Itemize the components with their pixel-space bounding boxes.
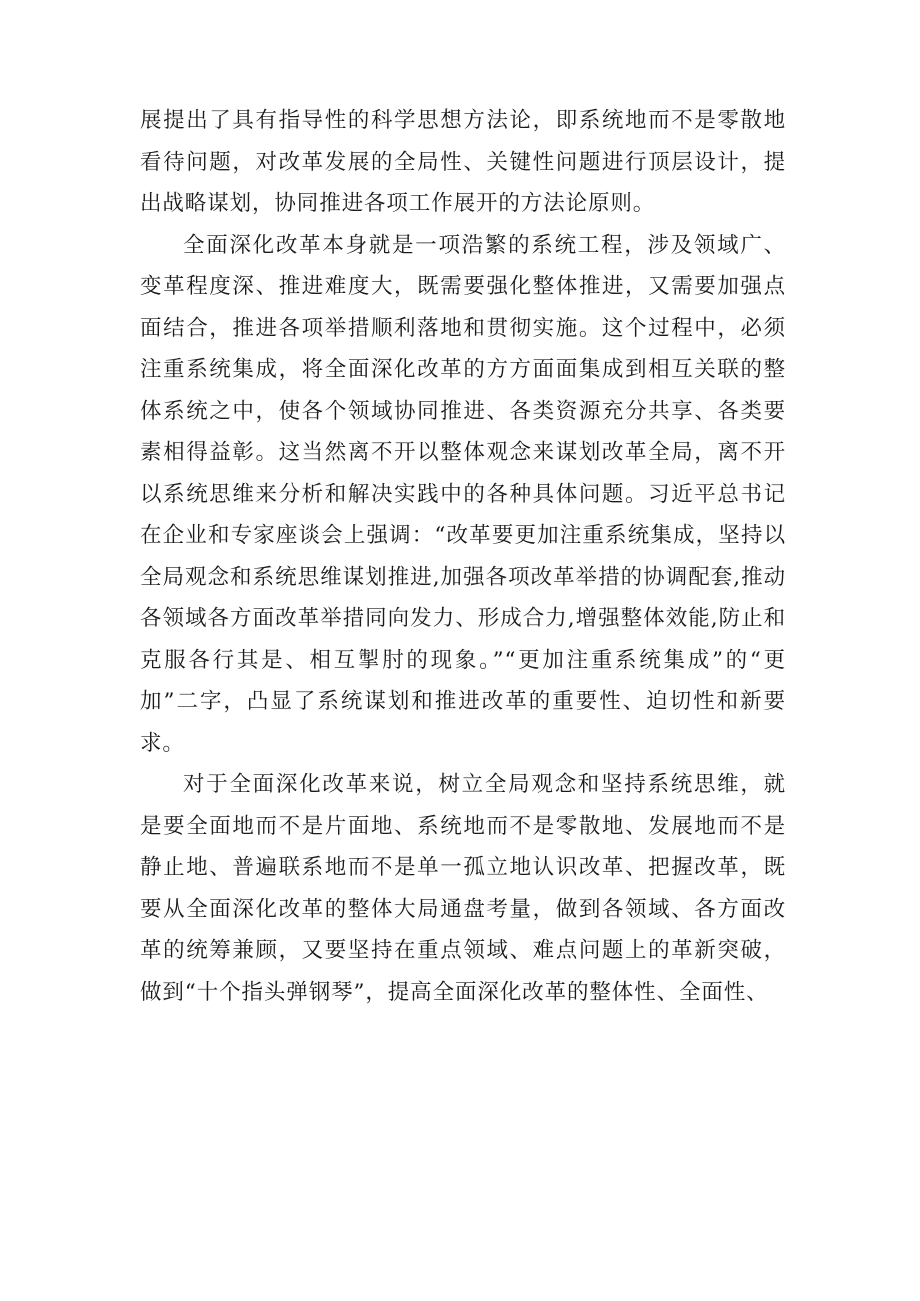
- document-body: [140, 100, 786, 1013]
- paragraph-2: 全面深化改革本身就是一项浩繁的系统工程，涉及领域广、变革程度深、推进难度大，既需要强化整体推进，又需要加强点面结合，推进各项举措顺利落地和贯彻实施。这个过程中，必须注重系统集成，将全面深化改革的方方面面集成到相互关联的整体系统之中，使各个领域协同推进、各类资源充分共享、各类要素相得益彰。这当然离不开以整体观念来谋划改革全局，离不开以系统思维来分析和解决实践中的各种具体问题。习近平总书记在企业和专家座谈会上强调：“改革要更加注重系统集成，坚持以全局观念和系统思维谋划推进,加强各项改革举措的协调配套,推动各领域各方面改革举措同向发力、形成合力,增强整体效能,防止和克服各行其是、相互掣肘的现象。”“更加注重系统集成”的“更加”二字，凸显了系统谋划和推进改革的重要性、迫切性和新要求。: [140, 232, 786, 756]
- paragraph-1: 展提出了具有指导性的科学思想方法论，即系统地而不是零散地看待问题，对改革发展的全局性、关键性问题进行顶层设计，提出战略谋划，协同推进各项工作展开的方法论原则。: [140, 108, 786, 216]
- paragraph-3: 对于全面深化改革来说，树立全局观念和坚持系统思维，就是要全面地而不是片面地、系统地而不是零散地、发展地而不是静止地、普遍联系地而不是单一孤立地认识改革、把握改革，既要从全面深化改革的整体大局通盘考量，做到各领域、各方面改革的统筹兼顾，又要坚持在重点领域、难点问题上的革新突破，做到“十个指头弹钢琴”，提高全面深化改革的整体性、全面性、: [140, 772, 786, 1005]
